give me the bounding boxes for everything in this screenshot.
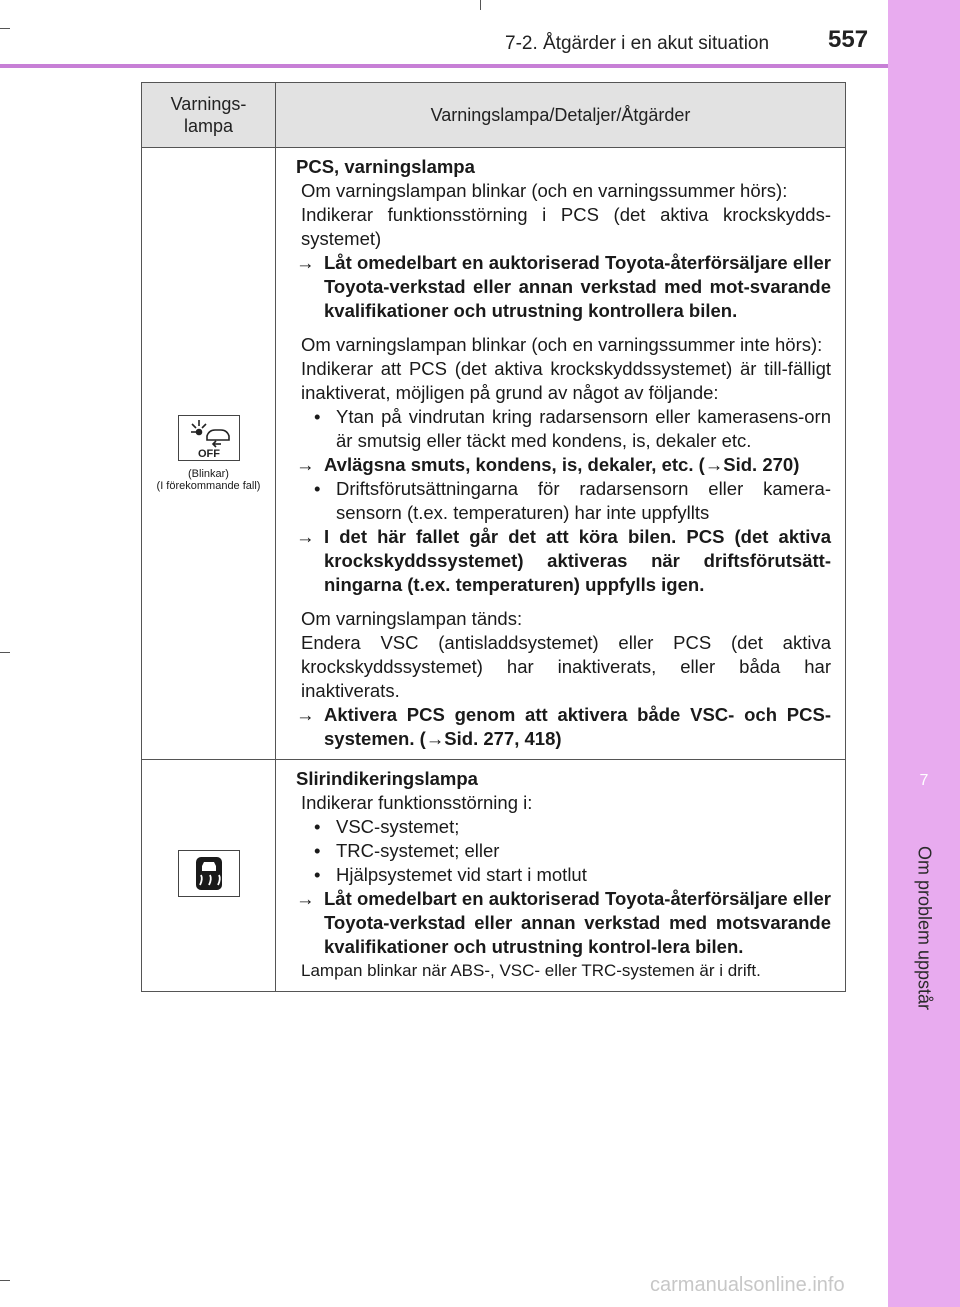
warning-light-table: [141, 82, 846, 992]
crop-mark: [0, 1280, 10, 1281]
arrow-icon: →: [296, 526, 315, 547]
crop-mark: [0, 652, 10, 653]
note-text: Lampan blinkar när ABS-, VSC- eller TRC-systemen är i drift.: [301, 961, 761, 980]
table-header-row: [142, 83, 846, 148]
row-title: PCS, varningslampa: [296, 156, 475, 177]
action-item: → Låt omedelbart en auktoriserad Toyota-återförsäljare eller Toyota-verkstad eller annan verkstad med motsvarande kvalifikationer och utrustning kontrol-lera bilen.: [296, 888, 831, 957]
text-paragraph: Indikerar att PCS (det aktiva krockskyddssystemet) är till-fälligt inaktiverat, möjligen på grund av något av följande:: [301, 358, 831, 403]
bullet-icon: •: [314, 816, 321, 837]
bullet-icon: •: [314, 406, 321, 427]
list-item: • Hjälpsystemet vid start i motlut: [314, 864, 587, 885]
arrow-icon: →: [296, 888, 315, 909]
page-number: 557: [828, 26, 869, 53]
table-row: [142, 148, 846, 760]
action-item[interactable]: → Aktivera PCS genom att aktivera både VSC- och PCS-systemen. (→Sid. 277, 418): [296, 704, 831, 749]
list-item: • Driftsförutsättningarna för radarsensorn eller kamera-sensorn (t.ex. temperaturen) har inte uppfyllts: [314, 478, 831, 523]
action-item[interactable]: → Avlägsna smuts, kondens, is, dekaler, etc. (→Sid. 270): [296, 454, 800, 475]
list-item: • Ytan på vindrutan kring radarsensorn eller kamerasens-orn är smutsig eller täckt med kondens, is, dekaler etc.: [314, 406, 831, 451]
row-title: Slirindikeringslampa: [296, 768, 478, 789]
chapter-number: 7: [919, 772, 929, 789]
text-paragraph: Endera VSC (antisladdsystemet) eller PCS (det aktiva krockskyddssystemet) har inaktiverats, eller båda har inaktiverats.: [301, 632, 831, 701]
text-paragraph: Indikerar funktionsstörning i PCS (det aktiva krockskydds-systemet): [301, 204, 831, 249]
col-header-details: Varningslampa/Detaljer/Åtgärder: [276, 83, 846, 148]
bullet-icon: •: [314, 478, 321, 499]
text-paragraph: Om varningslampan blinkar (och en varningssummer inte hörs):: [301, 334, 823, 355]
pcs-off-warning-icon: [178, 415, 240, 461]
action-item: → Låt omedelbart en auktoriserad Toyota-återförsäljare eller Toyota-verkstad eller annan verkstad med mot-svarande kvalifikationer och utrustning kontrollera bilen.: [296, 252, 831, 321]
bullet-icon: •: [314, 864, 321, 885]
details-cell: [276, 148, 846, 760]
footer-watermark: carmanualsonline.info: [650, 1274, 845, 1296]
header-rule: [0, 64, 888, 68]
col-header-lamp: Varnings- lampa: [142, 83, 276, 148]
arrow-icon: →: [296, 454, 315, 475]
arrow-icon: →: [296, 704, 315, 725]
text-paragraph: Om varningslampan tänds:: [301, 608, 523, 629]
text-paragraph: Indikerar funktionsstörning i:: [301, 792, 533, 813]
action-item: → I det här fallet går det att köra bilen. PCS (det aktiva krockskyddssystemet) aktiveras när driftsförutsätt-ningarna (t.ex. temperaturen) uppfylls igen.: [296, 526, 831, 595]
chapter-side-tab[interactable]: [888, 0, 960, 1307]
svg-text:OFF: OFF: [197, 448, 220, 460]
slip-indicator-icon: [178, 850, 240, 897]
arrow-icon: →: [296, 252, 315, 273]
bullet-icon: •: [314, 840, 321, 861]
icon-cell: [142, 148, 276, 760]
icon-cell: [142, 760, 276, 992]
section-title: 7-2. Åtgärder i en akut situation: [505, 33, 770, 54]
page-header: [0, 0, 888, 62]
list-item: • VSC-systemet;: [314, 816, 460, 837]
table-row: [142, 760, 846, 992]
icon-caption: (I förekommande fall): [156, 480, 261, 492]
text-paragraph: Om varningslampan blinkar (och en varningssummer hörs):: [301, 180, 788, 201]
list-item: • TRC-systemet; eller: [314, 840, 500, 861]
details-cell: [276, 760, 846, 992]
chapter-title: Om problem uppstår: [914, 845, 935, 1011]
icon-caption: (Blinkar): [188, 468, 229, 480]
